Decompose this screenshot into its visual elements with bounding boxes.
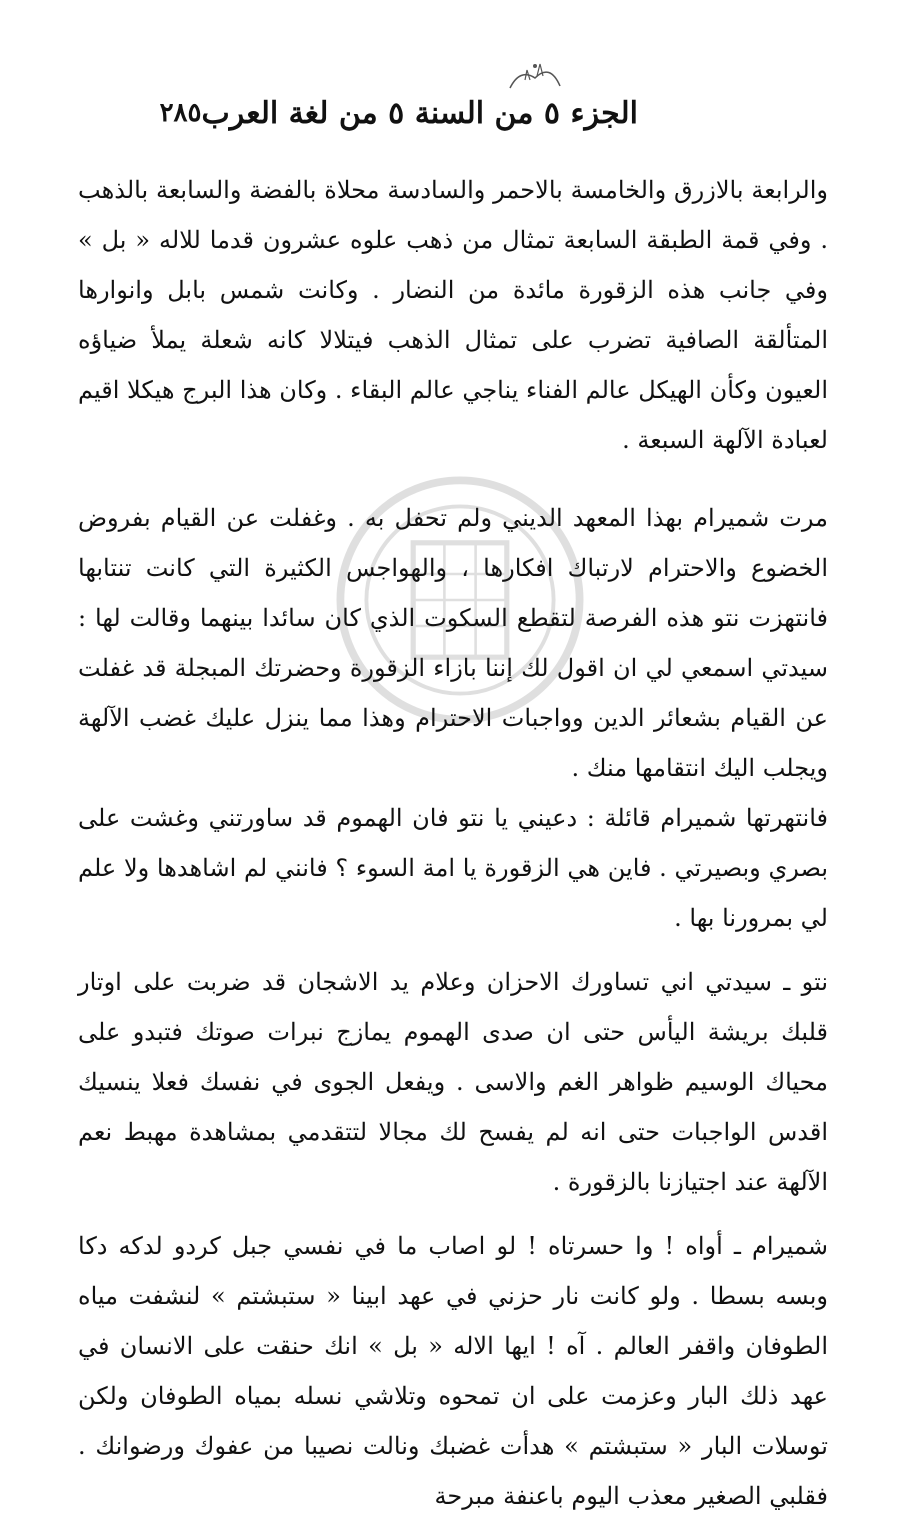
dialogue-text: سيدتي اني تساورك الاحزان وعلام يد الاشجان قد ضربت على اوتار قلبك بريشة اليأس حتى ان صدى الهموم يمازج نبرات صوتك فتبدو على محياك الوسيم ظواهر الغم والاسى . ويفعل الجوى في نفسك فعلا ينسيك اقدس الواجبات حتى انه لم يفسح لك مجالا لتتقدمي بمشاهدة مهبط نعم الآلهة عند اجتيازنا بالزقورة . [78, 968, 828, 1196]
page-header [159, 88, 638, 138]
paragraph-1: والرابعة بالازرق والخامسة بالاحمر والسادسة محلاة بالفضة والسابعة بالذهب . وفي قمة الطبقة السابعة تمثال من ذهب علوه عشرون قدما للاله « بل » وفي جانب هذه الزقورة مائدة من النضار . وكانت شمس بابل وانوارها المتألقة الصافية تضرب على تمثال الذهب فيتلالا كانه شعلة يملأ ضياؤه العيون وكأن الهيكل عالم الفناء يناجي عالم البقاء . وكان هذا البرج هيكلا اقيم لعبادة الآلهة السبعة . [78, 176, 828, 454]
running-title: الجزء ٥ من السنة ٥ من لغة العرب [201, 95, 638, 131]
dialogue-text: أواه ! وا حسرتاه ! لو اصاب ما في نفسي جبل كردو لدكه دكا وبسه بسطا . ولو كانت نار حزني في عهد ابينا « ستبشتم » لنشفت مياه الطوفان واقفر العالم . آه ! ايها الاله « بل » انك حنقت على الانسان في عهد ذلك البار وعزمت على ان تمحوه وتلاشي نسله بمياه الطوفان ولكن توسلات البار « ستبشتم » هدأت غضبك ونالت نصيبا من عفوك ورضوانك . فقلبي الصغير معذب اليوم باعنفة مبرحة [78, 1232, 828, 1510]
page-number: ٢٨٥ [159, 98, 202, 128]
paragraph-3: فانتهرتها شميرام قائلة : دعيني يا نتو فان الهموم قد ساورتني وغشت على بصري وبصيرتي . فاين هي الزقورة يا امة السوء ؟ فانني لم اشاهدها ولا علم لي بمرورنا بها . [78, 804, 828, 932]
paragraph-2: مرت شميرام بهذا المعهد الديني ولم تحفل به . وغفلت عن القيام بفروض الخضوع والاحترام لارتباك افكارها ، والهواجس الكثيرة التي كانت تنتابها فانتهزت نتو هذه الفرصة لتقطع السكوت الذي كان سائدا بينهما وقالت لها : سيدتي اسمعي لي ان اقول لك إننا بازاء الزقورة وحضرتك المبجلة قد غفلت عن القيام بشعائر الدين وواجبات الاحترام وهذا مما ينزل عليك غضب الآلهة ويجلب اليك انتقامها منك . [78, 504, 828, 782]
speaker-name: نتو ـ [783, 968, 829, 996]
speaker-name: شميرام ـ [733, 1232, 829, 1260]
article-body [78, 165, 828, 1521]
dialogue-entry-shamiram [78, 1221, 828, 1521]
dialogue-entry-netu [78, 957, 828, 1207]
